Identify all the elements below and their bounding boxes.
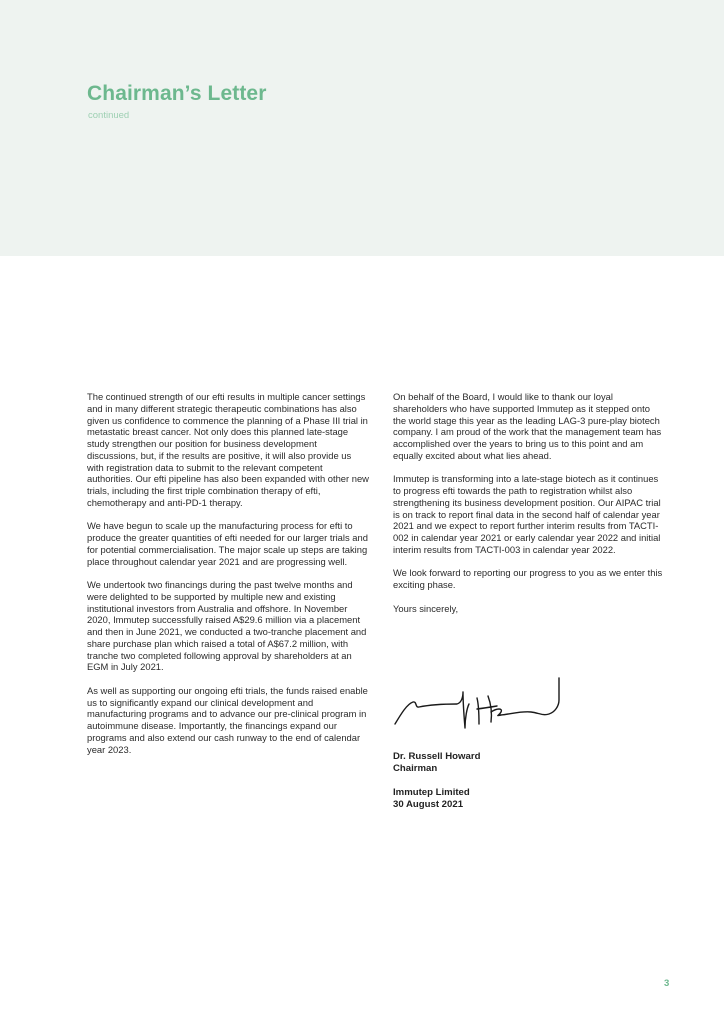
signatory-name: Dr. Russell Howard (393, 751, 481, 762)
paragraph: We look forward to reporting our progress to you as we enter this exciting phase. (393, 567, 663, 590)
company-name: Immutep Limited (393, 787, 470, 798)
paragraph: We have begun to scale up the manufacturing process for efti to produce the greater quantities of efti needed for our larger trials and for potential commercialisation. The major scale up steps are taking place throughout calendar year 2021 and are progressing well. (87, 520, 368, 567)
signature-image (393, 672, 563, 736)
page-subtitle: continued (88, 110, 130, 121)
paragraph: Immutep is transforming into a late-stage biotech as it continues to progress efti towards the path to registration whilst also strengthening its business development position. Our AIPAC trial is on track to report final data in the second half of calendar year 2021 and we expect to report further interim results from TACTI-002 in calendar year 2021 or early calendar year 2022 and initial interim results from TACTI-003 in calendar year 2022. (393, 473, 661, 555)
header-band (0, 0, 724, 256)
paragraph: On behalf of the Board, I would like to thank our loyal shareholders who have supported Immutep as it stepped onto the world stage this year as the leading LAG-3 pure-play biotech company. I am proud of the work that the management team has accomplished over the years to bring us to this point and am equally excited about what lies ahead. (393, 391, 662, 461)
company-date-block (393, 787, 470, 811)
paragraph: The continued strength of our efti results in multiple cancer settings and in many different strategic therapeutic combinations has also given us confidence to commence the planning of a Phase III trial in metastatic breast cancer. Not only does this planned late-stage study strengthen our position for business development discussions, but, if the results are positive, it will also provide us with registration data to submit to the relevant competent authorities. Our efti pipeline has also been expanded with other new trials, including the first triple combination therapy of efti, chemotherapy and anti-PD-1 therapy. (87, 391, 369, 508)
signatory-role: Chairman (393, 763, 438, 774)
paragraph: We undertook two financings during the past twelve months and were delighted to be supported by multiple new and existing institutional investors from Australia and offshore. In November 2020, Immutep successfully raised A$29.6 million via a placement and then in June 2021, we conducted a two-tranche placement and share purchase plan which raised a total of A$67.2 million, with tranche two completed following approval by shareholders at an EGM in July 2021. (87, 579, 367, 673)
letter-date: 30 August 2021 (393, 799, 464, 810)
signatory-block (393, 751, 480, 775)
page-number: 3 (664, 978, 670, 989)
paragraph: As well as supporting our ongoing efti trials, the funds raised enable us to significantly expand our clinical development and manufacturing programs and to advance our pre-clinical program in autoimmune disease. Importantly, the financings expand our programs and also extend our cash runway to the end of calendar year 2023. (87, 684, 368, 755)
right-column (393, 391, 665, 626)
left-column (87, 391, 369, 767)
closing-salutation: Yours sincerely, (393, 602, 459, 614)
page-title: Chairman’s Letter (87, 82, 267, 105)
